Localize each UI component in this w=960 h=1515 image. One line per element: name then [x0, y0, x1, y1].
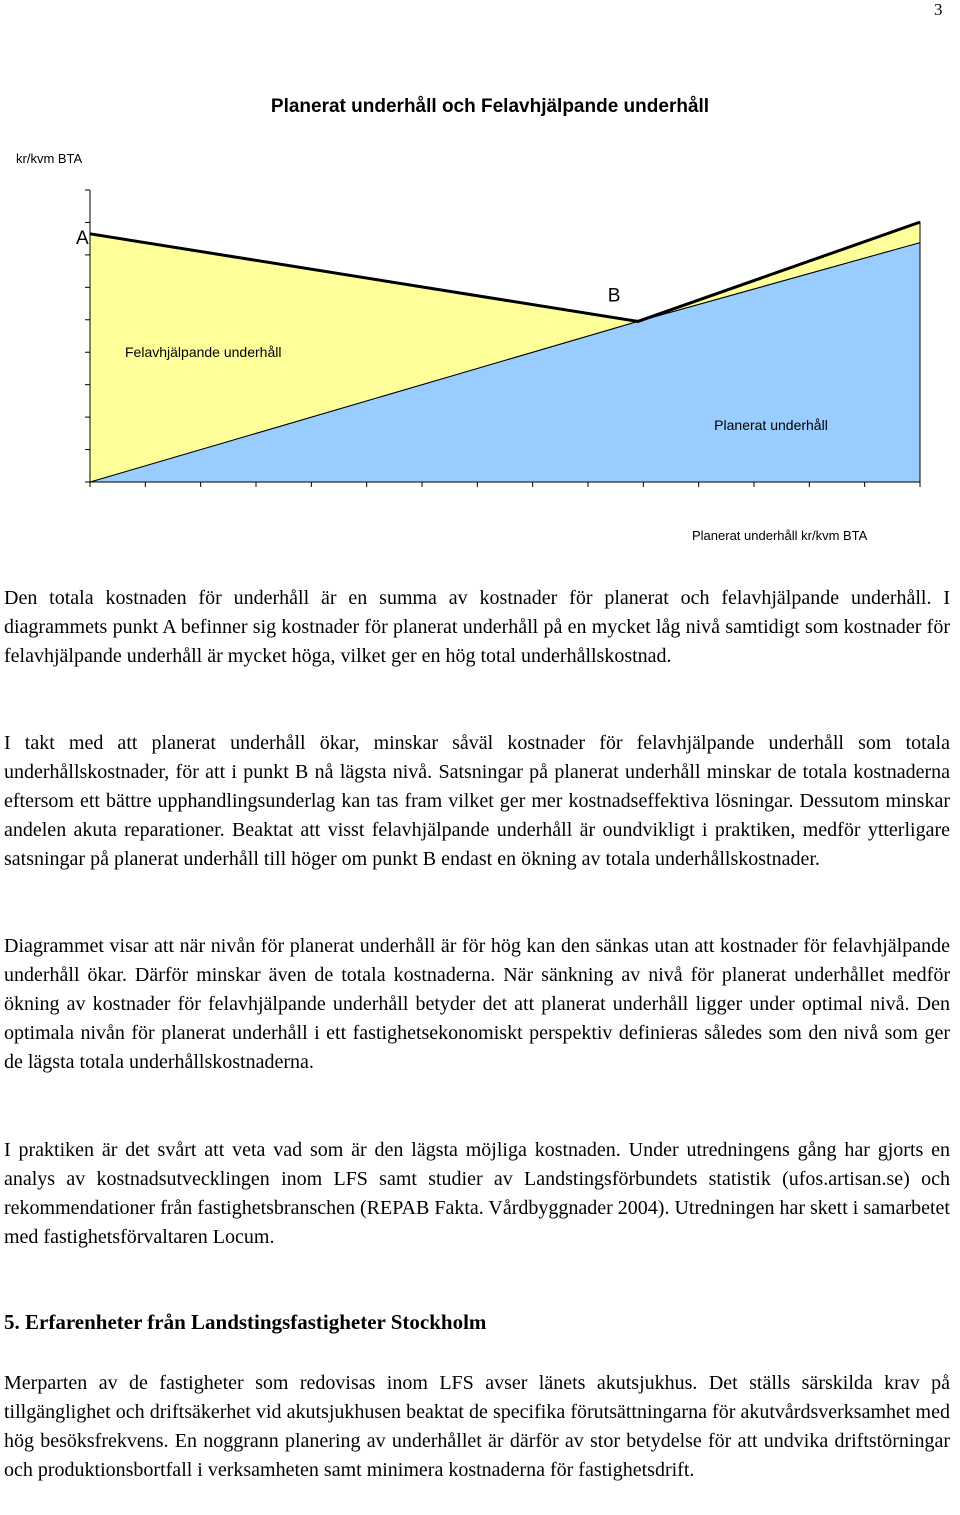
section-paragraph: Merparten av de fastigheter som redovisas inom LFS avser länets akutsjukhus. Det ställs särskilda krav på tillgänglighet och driftsäkerhet vid akutsjukhusen beaktat de specifika förutsättningarna för akutvårdsverksamhet med hög besöksfrekvens. En noggrann planering av underhållet är därför av stor betydelse för att undvika driftstörningar och produktionsbortfall i verksamheten samt minimera kostnaderna för fastighetsdrift. — [4, 1372, 950, 1481]
chart — [0, 0, 960, 500]
paragraph-2: I takt med att planerat underhåll ökar, minskar såväl kostnader för felavhjälpande underhåll som totala underhållskostnader, för att i punkt B nå lägsta nivå. Satsningar på planerat underhåll minskar de totala kostnaderna eftersom ett bättre upphandlingsunderlag kan tas fram vilket ger mer kostnadseffektiva lösningar. Dessutom minskar andelen akuta reparationer. Beaktat att visst felavhjälpande underhåll är oundvikligt i praktiken, medför ytterligare satsningar på planerat underhåll till höger om punkt B endast en ökning av totala underhållskostnader. — [4, 732, 950, 870]
paragraph-1: Den totala kostnaden för underhåll är en summa av kostnader för planerat och felavhjälpande underhåll. I diagrammets punkt A befinner sig kostnader för planerat underhåll på en mycket låg nivå samtidigt som kostnader för felavhjälpande underhåll är mycket höga, vilket ger en hög total underhållskostnad. — [4, 587, 950, 667]
paragraph-4: I praktiken är det svårt att veta vad som är den lägsta möjliga kostnaden. Under utredningens gång har gjorts en analys av kostnadsutvecklingen inom LFS samt studier av Landstingsförbundets statistik (ufos.artisan.se) och rekommendationer från fastighetsbranschen (REPAB Fakta. Vårdbyggnader 2004). Utredningen har skett i samarbetet med fastighetsförvaltaren Locum. — [4, 1139, 950, 1248]
y-axis-label: kr/kvm BTA — [16, 151, 83, 166]
point-b-label: B — [607, 285, 621, 307]
chart-title: Planerat underhåll och Felavhjälpande underhåll — [270, 96, 710, 117]
corrective-area-label: Felavhjälpande underhåll — [125, 344, 282, 360]
paragraph-3: Diagrammet visar att när nivån för planerat underhåll är för hög kan den sänkas utan att kostnader för felavhjälpande underhåll ökar. Därför minskar även de totala kostnaderna. När sänkning av nivå för planerat underhållet medför ökning av kostnader för felavhjälpande underhåll betyder det att planerat underhåll ligger under optimal nivå. Den optimala nivån för planerat underhåll i ett fastighetsekonomiskt perspektiv definieras således som den nivå som ger de lägsta totala underhållskostnaderna. — [4, 935, 950, 1073]
x-axis-label: Planerat underhåll kr/kvm BTA — [692, 528, 868, 543]
page-number: 3 — [934, 0, 943, 19]
planned-area-label: Planerat underhåll — [714, 417, 828, 433]
point-a-label: A — [76, 227, 89, 249]
section-heading: 5. Erfarenheter från Landstingsfastigheter Stockholm — [4, 1310, 487, 1334]
x-axis-ticks — [90, 482, 920, 487]
